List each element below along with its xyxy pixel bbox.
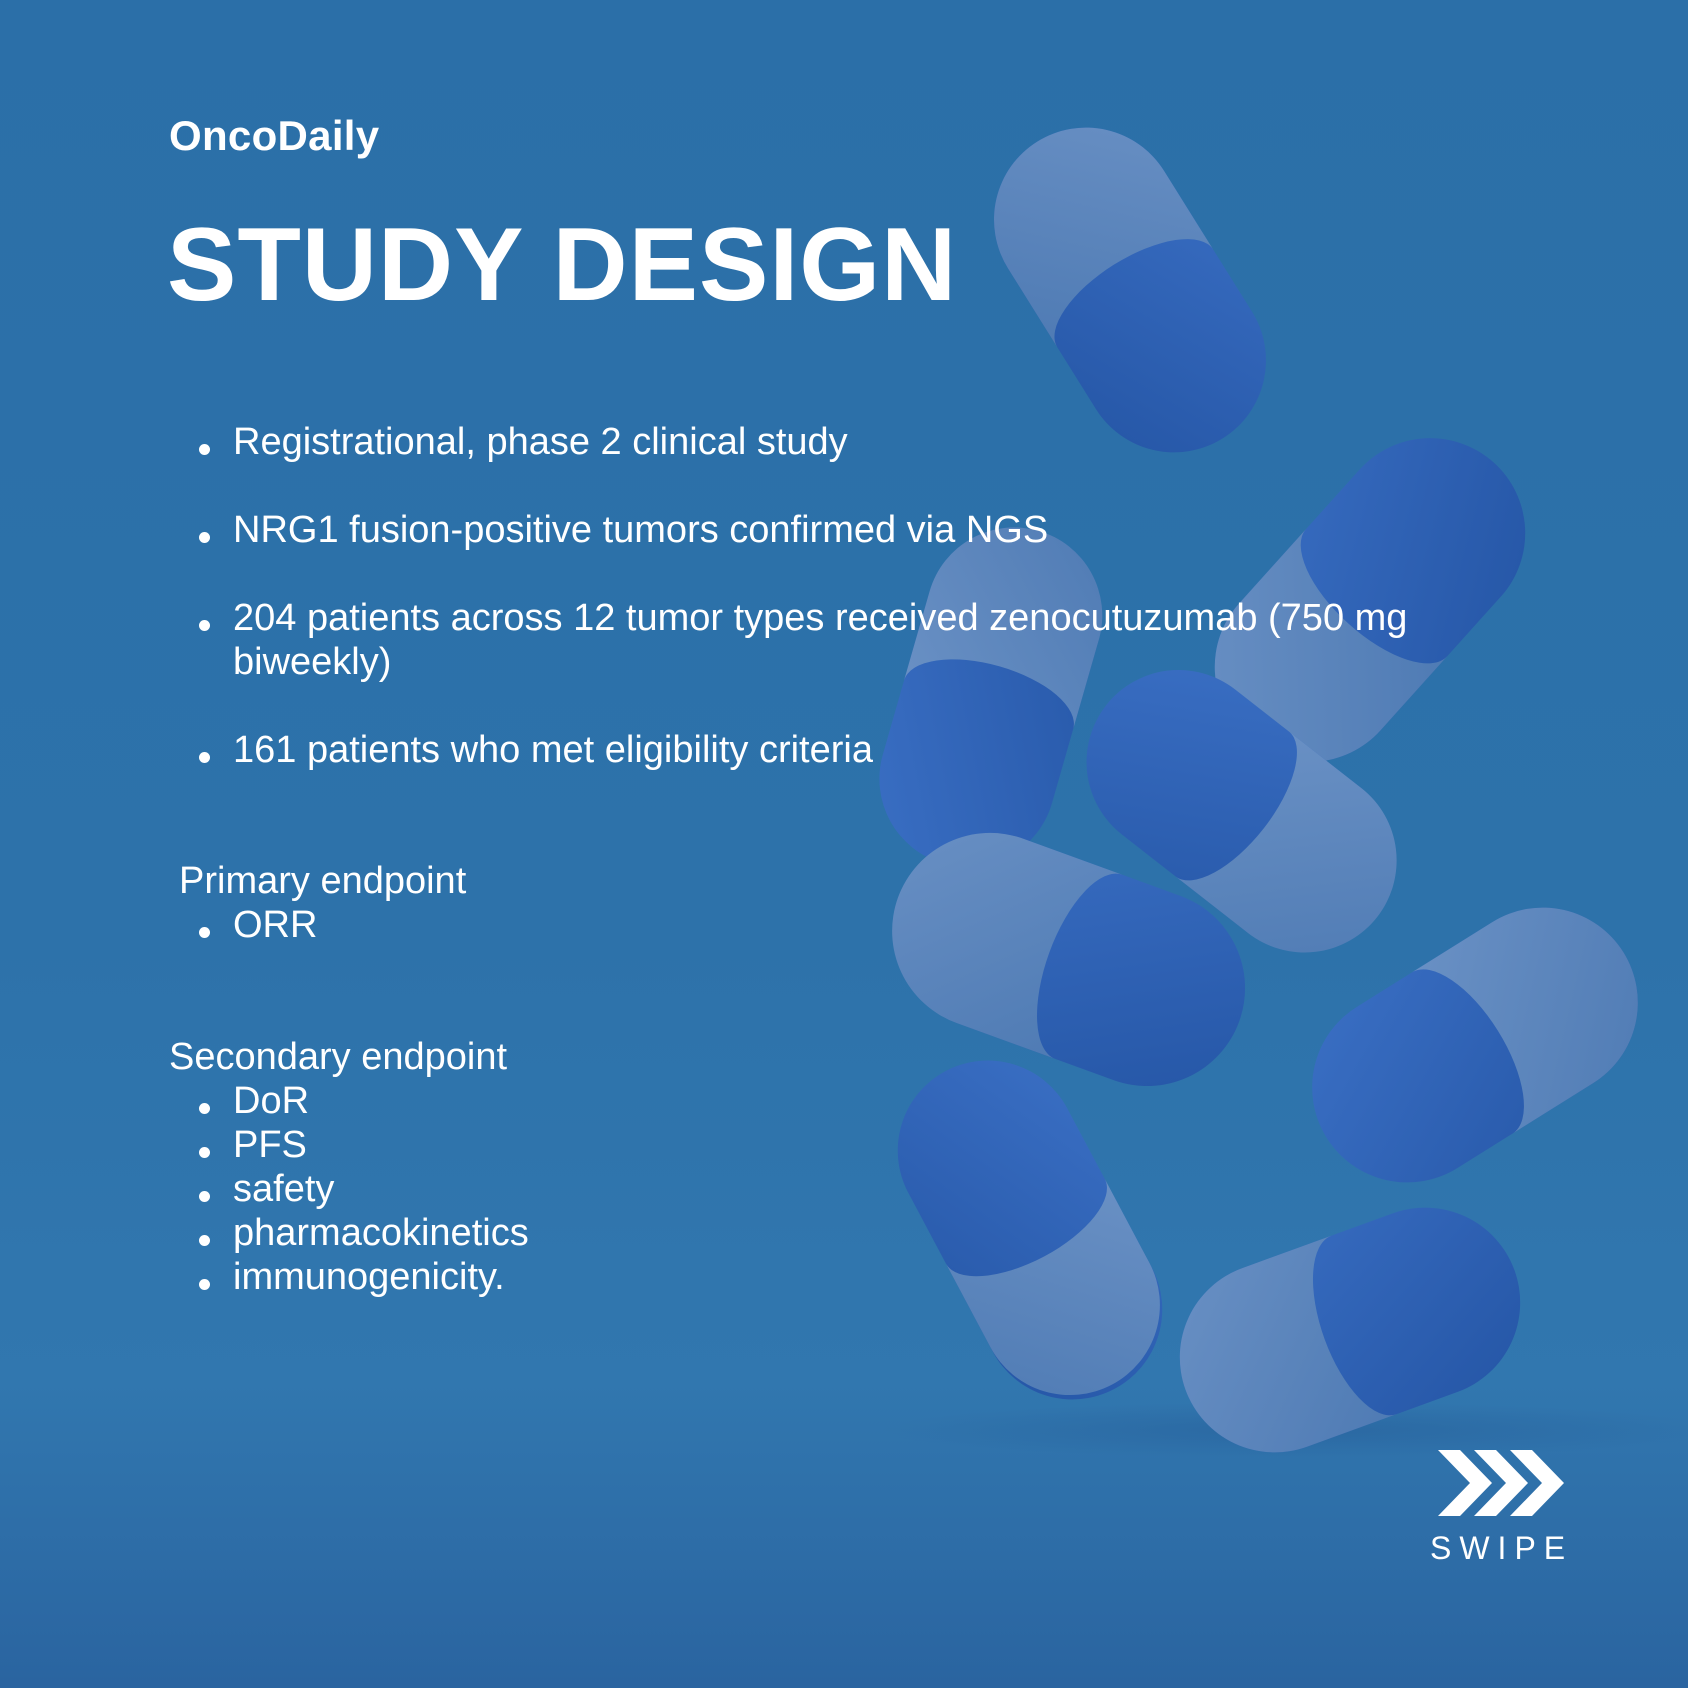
list-item: safety — [169, 1167, 529, 1211]
brand-logo-text: OncoDaily — [169, 112, 380, 159]
triple-chevron-right-icon — [1438, 1450, 1564, 1516]
list-item: Registrational, phase 2 clinical study — [169, 420, 1469, 464]
swipe-label: SWIPE — [1430, 1530, 1574, 1566]
swipe-button[interactable] — [1430, 1450, 1574, 1590]
secondary-endpoint-heading: Secondary endpoint — [169, 1036, 508, 1078]
list-item: PFS — [169, 1123, 529, 1167]
page-title: STUDY DESIGN — [167, 207, 958, 323]
list-item: ORR — [169, 903, 317, 947]
primary-endpoint-heading: Primary endpoint — [179, 860, 467, 902]
list-item: pharmacokinetics — [169, 1211, 529, 1255]
primary-endpoint-list — [169, 903, 317, 947]
list-item: NRG1 fusion-positive tumors confirmed via NGS — [169, 508, 1469, 552]
list-item: 161 patients who met eligibility criteria — [169, 728, 1469, 772]
list-item: immunogenicity. — [169, 1255, 529, 1299]
secondary-endpoint-list — [169, 1079, 529, 1299]
study-design-list — [169, 420, 1469, 816]
list-item: DoR — [169, 1079, 529, 1123]
list-item: 204 patients across 12 tumor types received zenocutuzumab (750 mg biweekly) — [169, 596, 1469, 684]
